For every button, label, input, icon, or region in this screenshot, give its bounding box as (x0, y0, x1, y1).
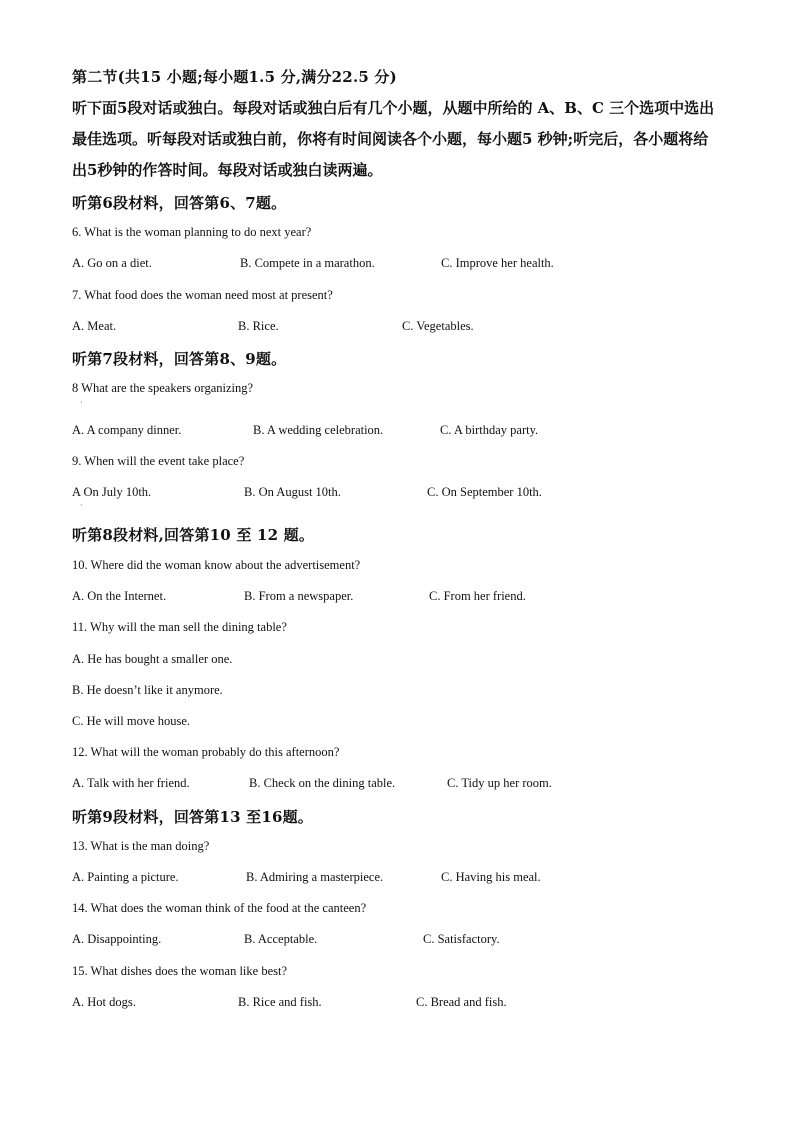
option-c: C. Having his meal. (441, 870, 541, 884)
stray-mark: · (80, 398, 83, 407)
option-a: A. Go on a diet. (72, 256, 152, 270)
question-stem: 10. Where did the woman know about the advertisement? (72, 558, 361, 572)
option-c: C. Improve her health. (441, 256, 554, 270)
option-a: A. On the Internet. (72, 589, 167, 603)
option-b: B. A wedding celebration. (253, 423, 384, 437)
group-heading: 听第7段材料，回答第8、9题。 (72, 350, 287, 368)
option-a: A. Painting a picture. (72, 870, 179, 884)
option-a: A. Meat. (72, 319, 117, 333)
option-a: A. Disappointing. (72, 932, 162, 946)
question-stem: 13. What is the man doing? (72, 839, 210, 853)
question-stem: 14. What does the woman think of the food at the canteen? (72, 901, 367, 915)
question-stem: 12. What will the woman probably do this afternoon? (72, 745, 340, 759)
option-b: B. Admiring a masterpiece. (246, 870, 384, 884)
option-c: C. Satisfactory. (423, 932, 500, 946)
option-c: C. Bread and fish. (416, 995, 507, 1009)
option-a: A. Talk with her friend. (72, 776, 190, 790)
option-b: B. On August 10th. (244, 485, 341, 499)
option-b: B. Acceptable. (244, 932, 318, 946)
group-heading: 听第6段材料，回答第6、7题。 (72, 194, 287, 212)
question-stem: 11. Why will the man sell the dining table? (72, 620, 287, 634)
question-stem: 15. What dishes does the woman like best? (72, 964, 288, 978)
question-stem: 7. What food does the woman need most at present? (72, 288, 333, 302)
group-heading: 听第8段材料,回答第10 至 12 题。 (72, 526, 315, 544)
question-stem: 6. What is the woman planning to do next year? (72, 225, 312, 239)
option-c: C. Vegetables. (402, 319, 474, 333)
option-a: A. He has bought a smaller one. (72, 652, 233, 666)
option-c: C. He will move house. (72, 714, 191, 728)
option-c: C. Tidy up her room. (447, 776, 552, 790)
section-title: 第二节(共15 小题;每小题1.5 分,满分22.5 分) (72, 68, 397, 86)
option-b: B. Compete in a marathon. (240, 256, 375, 270)
option-b: B. He doesn’t like it anymore. (72, 683, 223, 697)
option-c: C. From her friend. (429, 589, 526, 603)
option-b: B. From a newspaper. (244, 589, 354, 603)
option-a: A. A company dinner. (72, 423, 182, 437)
section-instructions: 听下面5段对话或独白。每段对话或独白后有几个小题，从题中所给的 A、B、C 三个选项中选出最佳选项。听每段对话或独白前，你将有时间阅读各个小题，每小题5 秒钟;听完后，各小题将给出5秒钟的作答时间。每段对话或独白读两遍。 (72, 99, 715, 179)
stray-mark: · (80, 501, 83, 510)
option-a: A. Hot dogs. (72, 995, 136, 1009)
option-b: B. Check on the dining table. (249, 776, 396, 790)
question-stem: 8 What are the speakers organizing? (72, 381, 254, 395)
option-a: A On July 10th. (72, 485, 152, 499)
group-heading: 听第9段材料，回答第13 至16题。 (72, 808, 314, 826)
option-b: B. Rice. (238, 319, 279, 333)
option-c: C. A birthday party. (440, 423, 539, 437)
option-c: C. On September 10th. (427, 485, 542, 499)
question-stem: 9. When will the event take place? (72, 454, 245, 468)
option-b: B. Rice and fish. (238, 995, 322, 1009)
